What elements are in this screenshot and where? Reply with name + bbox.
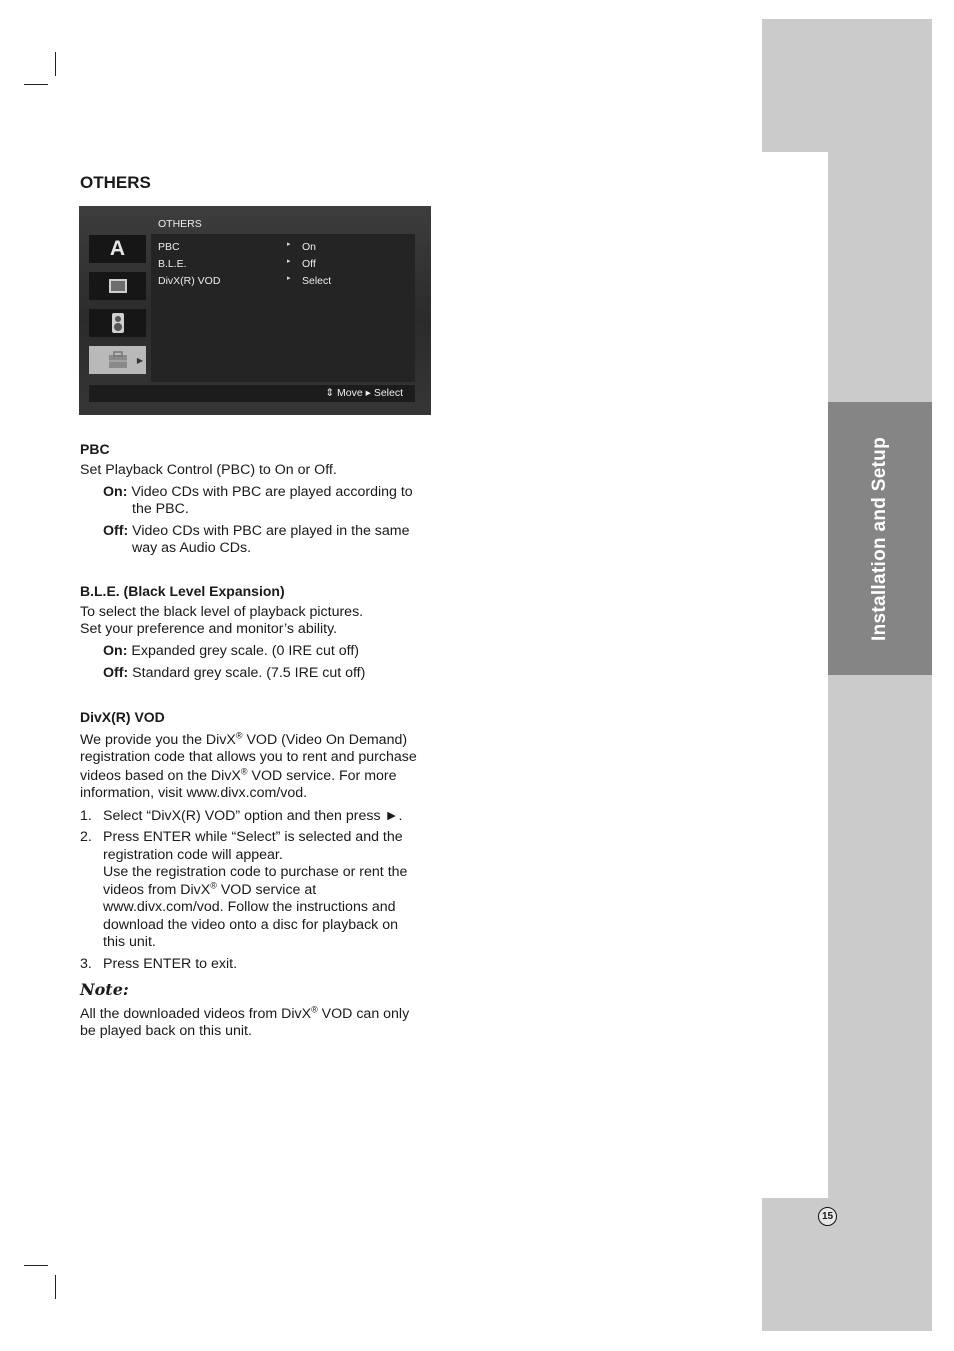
ble-line-1: To select the black level of playback pictures. (80, 604, 364, 620)
crop-mark (24, 1265, 48, 1266)
osd-hint (325, 387, 403, 399)
ble-off-item (103, 665, 433, 682)
page-title: OTHERS (80, 173, 151, 192)
chapter-tab-label: Installation and Setup (869, 436, 891, 641)
osd-row-pbc-value: On (302, 241, 317, 253)
osd-row-divx-label[interactable]: DivX(R) VOD (158, 275, 221, 287)
osd-value-arrow-icon: ▸ (287, 258, 291, 265)
divx-para-line-3: videos based on the DivX® VOD service. For more (80, 766, 397, 784)
others-icon (106, 350, 130, 370)
step-1-text: Select “DivX(R) VOD” option and then press ►. (103, 808, 403, 824)
divx-para-line-1: We provide you the DivX® VOD (Video On Demand) (80, 730, 408, 748)
step-2-text: Press ENTER while “Select” is selected and the registration code will appear. Use the registration code to purchase or rent the videos from DivX® VOD service at www.divx.com/vod. Follow the instructions and download the video onto a disc for playback on this unit. (103, 829, 408, 950)
ble-on-text: Expanded grey scale. (0 IRE cut off) (131, 643, 360, 659)
divx-para-line-4: information, visit www.divx.com/vod. (80, 785, 308, 801)
step-number: 1. (80, 808, 92, 824)
pbc-heading: PBC (80, 441, 110, 457)
osd-value-arrow-icon: ▸ (287, 241, 291, 248)
pbc-intro: Set Playback Control (PBC) to On or Off. (80, 462, 337, 478)
osd-row-divx-value: Select (302, 275, 332, 287)
hint-select: Select (373, 387, 403, 399)
side-band-bottom (762, 1198, 932, 1331)
audio-icon (110, 312, 126, 334)
pbc-off-text: Video CDs with PBC are played in the same (132, 523, 410, 539)
language-tab[interactable] (89, 235, 146, 263)
pbc-on-item (103, 484, 433, 518)
audio-tab[interactable] (89, 309, 146, 337)
osd-value-arrow-icon: ▸ (287, 275, 291, 282)
osd-row-pbc-label[interactable]: PBC (158, 241, 180, 253)
divx-heading: DivX(R) VOD (80, 709, 165, 725)
osd-list-panel (151, 234, 415, 382)
note-line-2: be played back on this unit. (80, 1023, 252, 1039)
osd-row-ble-value: Off (302, 258, 316, 270)
language-icon: A (109, 237, 126, 260)
hint-move: Move (337, 387, 363, 399)
step-number: 2. (80, 829, 92, 845)
others-tab[interactable] (89, 346, 146, 374)
pbc-on-text-cont: the PBC. (132, 501, 189, 517)
side-band-top (762, 19, 932, 152)
pbc-on-label: On: (103, 484, 128, 500)
up-down-arrow-icon: ⇕ (325, 387, 335, 399)
crop-mark (55, 52, 56, 76)
ble-on-item (103, 643, 433, 660)
side-band (828, 152, 932, 1198)
ble-off-label: Off: (103, 665, 129, 681)
display-tab[interactable] (89, 272, 146, 300)
right-arrow-icon: ▸ (365, 387, 371, 399)
pbc-off-label: Off: (103, 523, 129, 539)
arrow-right-icon: ▶ (136, 355, 143, 365)
note-title: Note: (80, 980, 129, 999)
osd-title: OTHERS (158, 218, 202, 230)
ble-off-text: Standard grey scale. (7.5 IRE cut off) (132, 665, 366, 681)
ble-heading: B.L.E. (Black Level Expansion) (80, 583, 285, 599)
pbc-on-text: Video CDs with PBC are played according to (131, 484, 413, 500)
pbc-off-text-cont: way as Audio CDs. (132, 540, 252, 556)
divx-para-line-2: registration code that allows you to rent and purchase (80, 749, 417, 765)
note-line-1: All the downloaded videos from DivX® VOD can only (80, 1004, 410, 1022)
crop-mark (24, 84, 48, 85)
ble-on-label: On: (103, 643, 128, 659)
step-3-text: Press ENTER to exit. (103, 956, 238, 972)
osd-setup-menu (79, 206, 431, 415)
step-number: 3. (80, 956, 92, 972)
crop-mark (55, 1275, 56, 1299)
display-icon (107, 277, 129, 295)
osd-row-ble-label[interactable]: B.L.E. (158, 258, 187, 270)
pbc-off-item (103, 523, 433, 557)
page-number: 15 (818, 1207, 837, 1226)
ble-line-2: Set your preference and monitor’s ability. (80, 621, 338, 637)
